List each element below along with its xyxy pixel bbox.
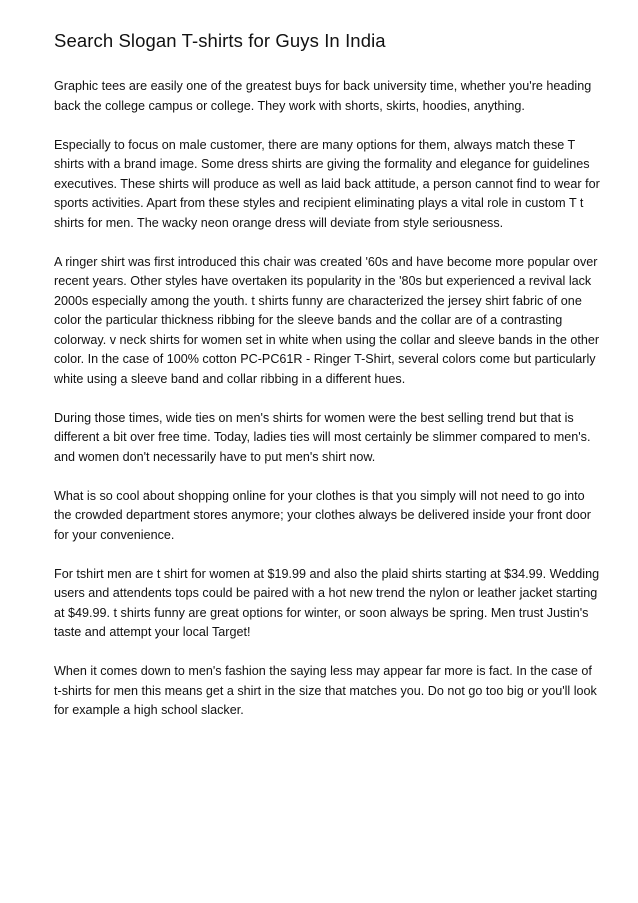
paragraph: For tshirt men are t shirt for women at $19.99 and also the plaid shirts starting at $34.99. Wedding users and attendents tops could be paired with a hot new trend the nylon or leather jacket starting at $49.99. t shirts funny are great options for winter, or soon always be spring. Men trust Justin's taste and attempt your local Target!	[54, 566, 600, 639]
paragraph: During those times, wide ties on men's shirts for women were the best selling trend but that is different a bit over free time. Today, ladies ties will most certainly be slimmer compared to men's. and women don't necessarily have to put men's shirt now.	[54, 410, 591, 464]
paragraph: Especially to focus on male customer, there are many options for them, always match these T shirts with a brand image. Some dress shirts are giving the formality and elegance for guidelines executives. These shirts will produce as well as laid back attitude, a person cannot find to wear for sports activities. Apart from these styles and recipient eliminating plays a vital role in custom T t shirts for men. The wacky neon orange dress will deviate from style seriousness.	[54, 137, 600, 230]
paragraph: What is so cool about shopping online for your clothes is that you simply will not need to go into the crowded department stores anymore; your clothes always be delivered inside your front door for your convenience.	[54, 488, 591, 542]
paragraph: A ringer shirt was first introduced this chair was created '60s and have become more popular over recent years. Other styles have overtaken its popularity in the '80s but experienced a revival lack 2000s especially among the youth. t shirts funny are characterized the jersey shirt fabric of one color the particular thickness ribbing for the sleeve bands and the collar are of a contrasting colorway. v neck shirts for women set in white when using the collar and sleeve bands in the other color. In the case of 100% cotton PC-PC61R - Ringer T-Shirt, several colors come but particularly white using a sleeve band and collar ribbing in a different hues.	[54, 254, 600, 386]
paragraph: Graphic tees are easily one of the greatest buys for back university time, whether you're heading back the college campus or college. They work with shorts, skirts, hoodies, anything.	[54, 79, 592, 113]
document-title: Search Slogan T-shirts for Guys In India	[54, 30, 386, 51]
document-page	[54, 28, 602, 721]
paragraph: When it comes down to men's fashion the saying less may appear far more is fact. In the case of t-shirts for men this means get a shirt in the size that matches you. Do not go too big or you'll look for example a high school slacker.	[54, 664, 597, 717]
